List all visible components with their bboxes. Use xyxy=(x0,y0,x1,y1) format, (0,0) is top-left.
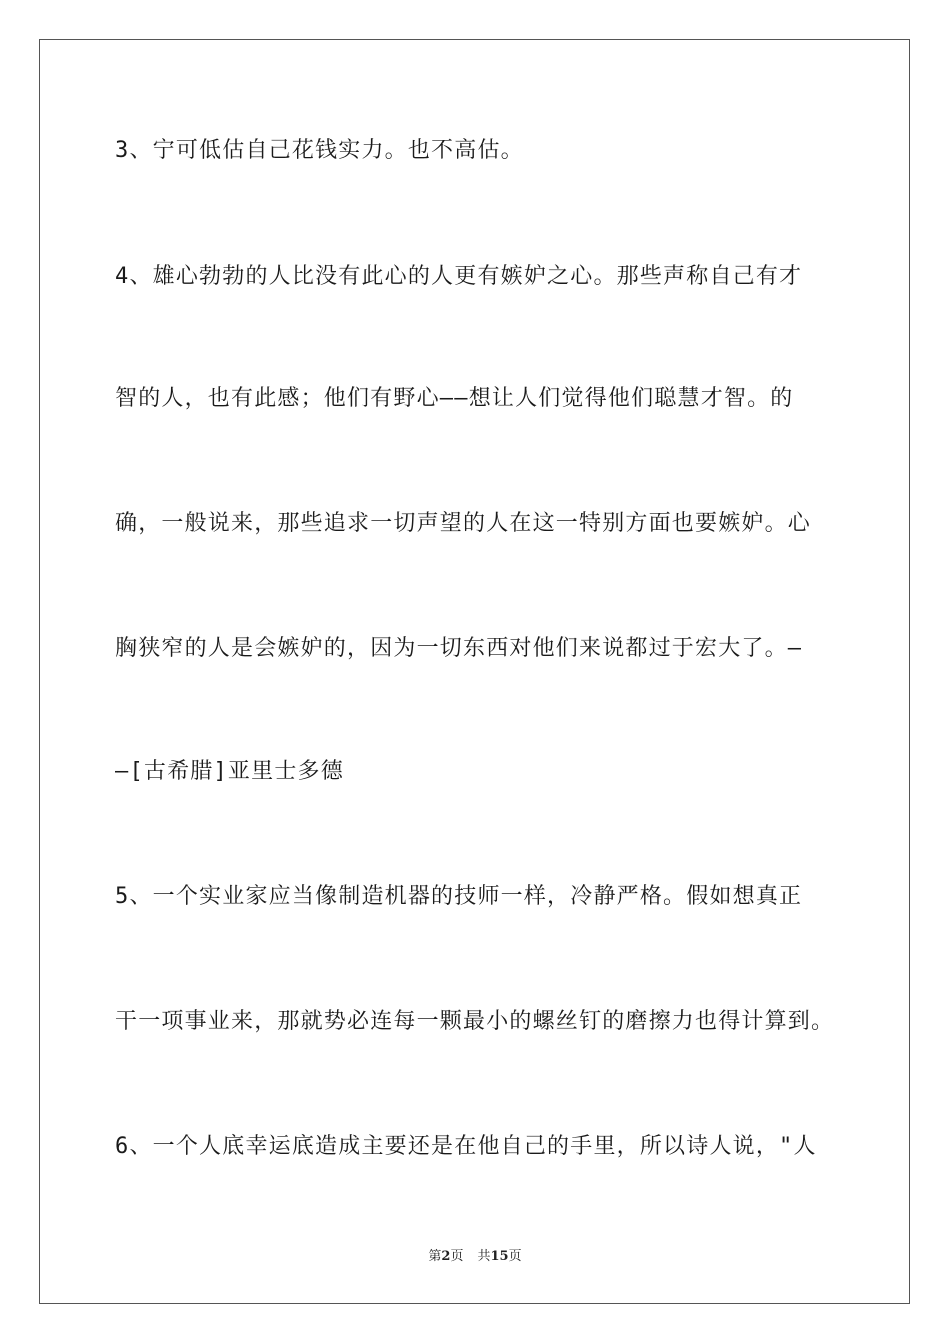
text-line-1: 3、宁可低估自己花钱实力。也不高估。 xyxy=(115,138,524,163)
footer-page-number: 2 xyxy=(441,1249,451,1264)
footer-total-pages: 15 xyxy=(490,1249,509,1264)
text-line-3: 智的人，也有此感；他们有野心——想让人们觉得他们聪慧才智。的 xyxy=(115,386,794,411)
text-line-5: 胸狭窄的人是会嫉妒的，因为一切东西对他们来说都过于宏大了。— xyxy=(115,636,803,661)
text-line-2: 4、雄心勃勃的人比没有此心的人更有嫉妒之心。那些声称自己有才 xyxy=(115,264,803,289)
text-line-7: 5、一个实业家应当像制造机器的技师一样，冷静严格。假如想真正 xyxy=(115,884,803,909)
page-footer xyxy=(0,1249,950,1265)
footer-total-suffix: 页 xyxy=(508,1249,522,1264)
text-line-4: 确，一般说来，那些追求一切声望的人在这一特别方面也要嫉妒。心 xyxy=(115,511,812,536)
text-line-6: —[古希腊]亚里士多德 xyxy=(115,759,344,784)
footer-page-prefix: 第 xyxy=(428,1249,442,1264)
page-border xyxy=(39,39,910,1304)
footer-total-prefix: 共 xyxy=(477,1249,491,1264)
text-line-9: 6、一个人底幸运底造成主要还是在他自己的手里，所以诗人说，"人 xyxy=(115,1134,817,1159)
text-line-8: 干一项事业来，那就势必连每一颗最小的螺丝钉的磨擦力也得计算到。 xyxy=(115,1009,835,1034)
footer-page-suffix: 页 xyxy=(450,1249,464,1264)
